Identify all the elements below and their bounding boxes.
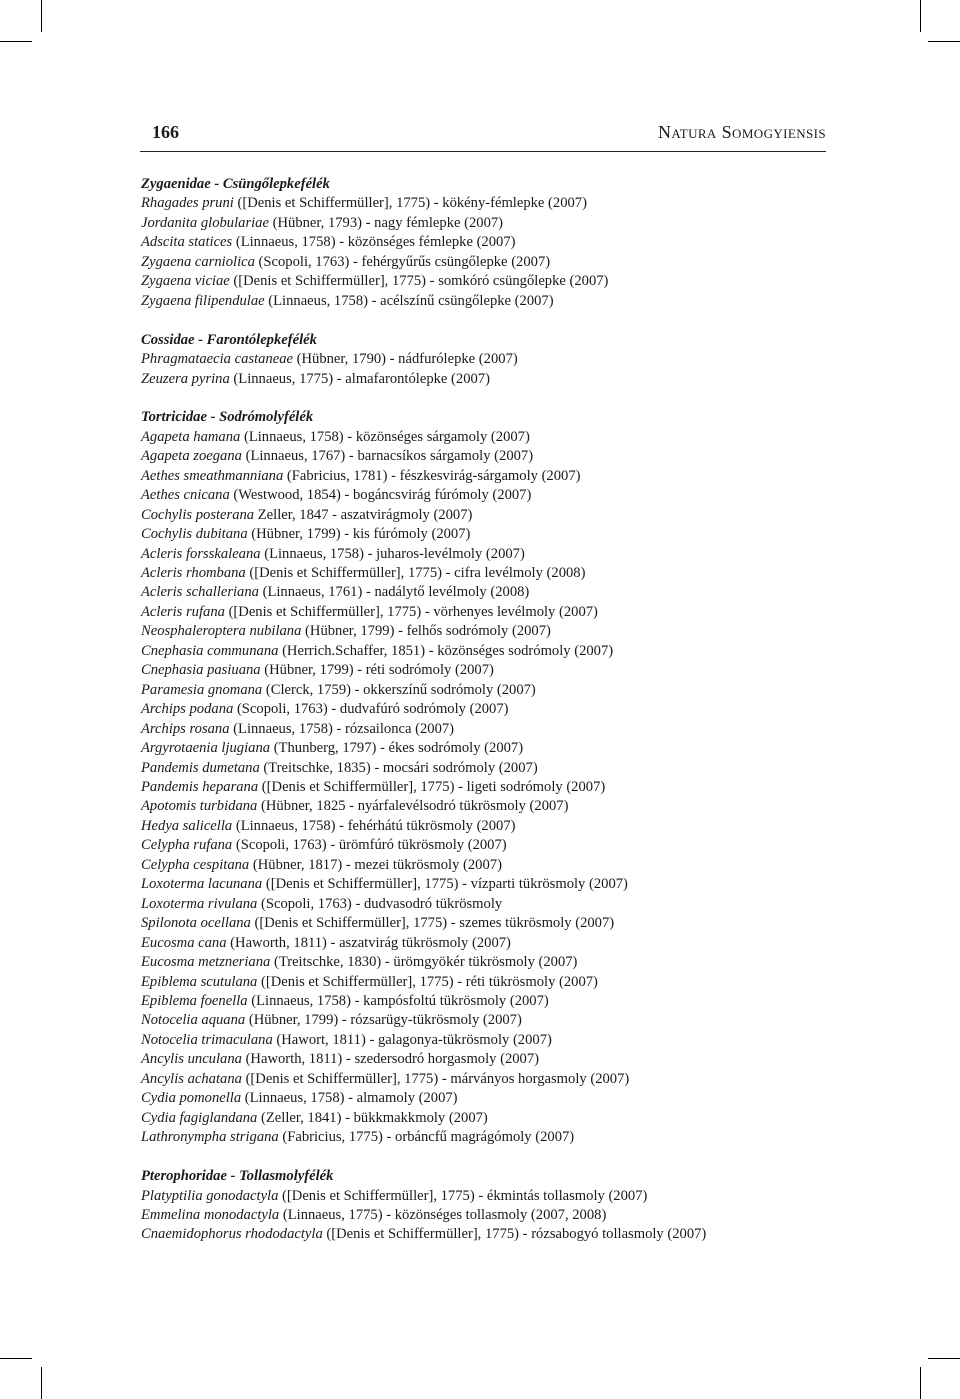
species-entry (141, 467, 841, 486)
species-name: Eucosma metzneriana (141, 954, 271, 971)
species-details: (Westwood, 1854) - bogáncsvirág fúrómoly (2007) (229, 487, 532, 504)
species-details: ([Denis et Schiffermüller], 1775) - vörhenyes levélmoly (2007) (224, 603, 598, 620)
species-details: (Scopoli, 1763) - dudvafúró sodrómoly (2007) (233, 701, 509, 718)
species-details: (Linnaeus, 1758) - közönséges sárgamoly (2007) (240, 428, 530, 445)
species-name: Agapeta hamana (141, 428, 241, 445)
species-name: Lathronympha strigana (141, 1129, 279, 1146)
species-entry (141, 506, 841, 525)
species-details: Zeller, 1847 - aszatvirágmoly (2007) (254, 506, 473, 523)
species-entry (141, 895, 841, 914)
species-entry (141, 370, 841, 389)
species-name: Acleris forsskaleana (141, 545, 261, 562)
species-entry (141, 525, 841, 544)
species-entry (141, 1206, 841, 1225)
species-name: Emmelina monodactyla (141, 1206, 280, 1223)
species-name: Epiblema scutulana (141, 973, 258, 990)
species-details: ([Denis et Schiffermüller], 1775) - szemes tükrösmoly (2007) (250, 915, 615, 932)
family-heading: Zygaenidae - Csüngőlepkefélék (141, 176, 330, 192)
page-header (140, 120, 826, 150)
species-details: (Linnaeus, 1775) - almafarontólepke (2007) (229, 370, 490, 387)
family-section (141, 175, 841, 311)
species-entry (141, 836, 841, 855)
species-details: (Treitschke, 1830) - ürömgyökér tükrösmoly (2007) (270, 954, 578, 971)
family-section (141, 1167, 841, 1245)
species-entry (141, 214, 841, 233)
species-name: Agapeta zoegana (141, 448, 242, 465)
crop-mark-right-bottom (928, 1358, 960, 1359)
species-details: (Haworth, 1811) - szedersodró horgasmoly (2007) (241, 1051, 539, 1068)
crop-mark-bottom-right (920, 1367, 921, 1399)
species-name: Archips rosana (141, 720, 230, 737)
species-name: Epiblema foenella (141, 993, 248, 1009)
species-entry (141, 1070, 841, 1089)
header-rule (140, 151, 826, 152)
family-heading: Tortricidae - Sodrómolyfélék (141, 409, 314, 426)
species-details: (Hawort, 1811) - galagonya-tükrösmoly (2007) (272, 1031, 552, 1048)
species-entry (141, 1109, 841, 1128)
species-details: ([Denis et Schiffermüller], 1775) - somkóró csüngőlepke (2007) (229, 273, 609, 290)
species-name: Zeuzera pyrina (141, 370, 230, 387)
species-list (141, 175, 841, 1264)
species-name: Notocelia aquana (141, 1012, 246, 1029)
species-details: (Thunberg, 1797) - ékes sodrómoly (2007) (270, 740, 524, 757)
family-section (141, 331, 841, 389)
species-name: Zygaena carniolica (141, 253, 255, 270)
species-details: (Linnaeus, 1758) - kampósfoltú tükrösmoly (2007) (247, 993, 549, 1009)
species-details: (Hübner, 1799) - felhős sodrómoly (2007) (301, 623, 551, 640)
species-name: Neosphaleroptera nubilana (141, 623, 302, 640)
species-entry (141, 564, 841, 583)
species-name: Loxoterma rivulana (141, 895, 258, 912)
species-entry (141, 797, 841, 816)
species-details: (Linnaeus, 1758) - acélszínű csüngőlepke (2007) (264, 292, 554, 309)
journal-title: Natura Somogyiensis (657, 122, 826, 142)
species-details: ([Denis et Schiffermüller], 1775) - ékmintás tollasmoly (2007) (278, 1187, 648, 1204)
family-heading: Pterophoridae - Tollasmolyfélék (141, 1168, 334, 1185)
species-entry (141, 739, 841, 758)
species-name: Adscita statices (141, 234, 233, 251)
species-entry (141, 953, 841, 972)
species-details: (Linnaeus, 1758) - közönséges fémlepke (2007) (232, 234, 516, 251)
species-entry (141, 486, 841, 505)
species-name: Ancylis unculana (141, 1051, 242, 1068)
species-entry (141, 856, 841, 875)
species-details: (Hübner, 1793) - nagy fémlepke (2007) (268, 214, 504, 231)
species-details: (Hübner, 1817) - mezei tükrösmoly (2007) (249, 856, 502, 873)
species-name: Apotomis turbidana (141, 798, 258, 815)
page-number: 166 (152, 122, 179, 142)
species-details: ([Denis et Schiffermüller], 1775) - réti tükrösmoly (2007) (257, 973, 598, 990)
species-details: (Herrich.Schaffer, 1851) - közönséges sodrómoly (2007) (278, 642, 614, 659)
family-heading: Cossidae - Farontólepkefélék (141, 331, 317, 348)
species-name: Loxoterma lacunana (141, 876, 263, 893)
species-name: Ancylis achatana (141, 1070, 242, 1087)
species-entry (141, 934, 841, 953)
species-entry (141, 720, 841, 739)
species-name: Cydia pomonella (141, 1090, 242, 1107)
species-name: Pandemis dumetana (141, 759, 260, 776)
species-details: (Linnaeus, 1767) - barnacsíkos sárgamoly (2007) (241, 448, 534, 465)
species-name: Cydia fagiglandana (141, 1109, 258, 1126)
species-name: Acleris rufana (141, 603, 225, 620)
species-entry (141, 272, 841, 291)
species-name: Phragmataecia castaneae (141, 351, 293, 368)
species-entry (141, 447, 841, 466)
species-details: (Linnaeus, 1758) - juharos-levélmoly (2007) (260, 545, 525, 562)
species-entry (141, 1225, 841, 1244)
species-name: Notocelia trimaculana (141, 1031, 273, 1048)
species-details: (Hübner, 1799) - kis fúrómoly (2007) (247, 526, 471, 543)
species-name: Celypha cespitana (141, 856, 250, 873)
species-details: (Linnaeus, 1761) - nadálytő levélmoly (2008) (258, 584, 530, 601)
species-name: Rhagades pruni (141, 195, 234, 212)
species-name: Zygaena filipendulae (141, 292, 265, 309)
crop-mark-bottom-left (41, 1367, 42, 1399)
species-name: Cnaemidophorus rhododactyla (141, 1226, 323, 1243)
species-details: (Scopoli, 1763) - fehérgyűrűs csüngőlepke (2007) (254, 253, 551, 270)
crop-mark-top-right (920, 0, 921, 32)
species-details: (Fabricius, 1775) - orbáncfű magrágómoly (2007) (278, 1129, 575, 1146)
species-details: ([Denis et Schiffermüller], 1775) - kökény-fémlepke (2007) (233, 195, 587, 212)
species-details: (Linnaeus, 1775) - közönséges tollasmoly (2007, 2008) (279, 1206, 607, 1223)
species-entry (141, 681, 841, 700)
species-entry (141, 233, 841, 252)
species-name: Celypha rufana (141, 837, 233, 854)
species-name: Jordanita globulariae (141, 214, 269, 231)
species-details: (Linnaeus, 1758) - rózsailonca (2007) (229, 720, 455, 737)
species-entry (141, 292, 841, 311)
species-name: Cochylis dubitana (141, 526, 248, 543)
species-name: Spilonota ocellana (141, 915, 251, 932)
species-details: (Scopoli, 1763) - ürömfúró tükrösmoly (2007) (232, 837, 507, 854)
species-entry (141, 1128, 841, 1147)
species-entry (141, 875, 841, 894)
species-details: ([Denis et Schiffermüller], 1775) - márványos horgasmoly (2007) (241, 1070, 630, 1087)
crop-mark-left-top (0, 41, 32, 42)
species-name: Eucosma cana (141, 934, 227, 951)
species-name: Argyrotaenia ljugiana (141, 740, 271, 757)
species-name: Aethes smeathmanniana (141, 467, 284, 484)
species-details: ([Denis et Schiffermüller], 1775) - rózsabogyó tollasmoly (2007) (322, 1226, 707, 1243)
species-name: Acleris rhombana (141, 565, 246, 582)
species-name: Cnephasia communana (141, 642, 279, 659)
species-details: (Hübner, 1825 - nyárfalevélsodró tükrösmoly (2007) (257, 798, 569, 815)
species-details: (Scopoli, 1763) - dudvasodró tükrösmoly (257, 895, 503, 912)
species-details: (Linnaeus, 1758) - fehérhátú tükrösmoly (2007) (232, 817, 516, 834)
species-entry (141, 661, 841, 680)
species-name: Cnephasia pasiuana (141, 662, 261, 679)
species-details: (Zeller, 1841) - bükkmakkmoly (2007) (257, 1109, 488, 1126)
species-entry (141, 194, 841, 213)
species-details: (Linnaeus, 1758) - almamoly (2007) (241, 1090, 458, 1107)
species-details: (Treitschke, 1835) - mocsári sodrómoly (2007) (259, 759, 538, 776)
species-name: Hedya salicella (141, 817, 233, 834)
species-details: (Hübner, 1790) - nádfurólepke (2007) (292, 351, 518, 368)
species-entry (141, 973, 841, 992)
species-entry (141, 1050, 841, 1069)
species-entry (141, 992, 841, 1011)
crop-mark-top-left (41, 0, 42, 32)
species-name: Cochylis posterana (141, 506, 255, 523)
species-entry (141, 603, 841, 622)
species-entry (141, 778, 841, 797)
species-entry (141, 817, 841, 836)
species-name: Platyptilia gonodactyla (141, 1187, 279, 1204)
species-details: ([Denis et Schiffermüller], 1775) - ligeti sodrómoly (2007) (258, 779, 606, 796)
species-name: Aethes cnicana (141, 487, 230, 504)
species-name: Acleris schalleriana (141, 584, 259, 601)
species-entry (141, 1089, 841, 1108)
species-details: (Haworth, 1811) - aszatvirág tükrösmoly (2007) (226, 934, 511, 951)
species-name: Pandemis heparana (141, 779, 259, 796)
species-entry (141, 350, 841, 369)
species-details: (Clerck, 1759) - okkerszínű sodrómoly (2007) (262, 681, 536, 698)
species-entry (141, 642, 841, 661)
species-details: (Hübner, 1799) - réti sodrómoly (2007) (260, 662, 494, 679)
species-entry (141, 428, 841, 447)
species-entry (141, 1031, 841, 1050)
species-entry (141, 914, 841, 933)
crop-mark-right-top (928, 41, 960, 42)
species-details: (Hübner, 1799) - rózsarügy-tükrösmoly (2007) (245, 1012, 522, 1029)
species-entry (141, 1187, 841, 1206)
species-entry (141, 253, 841, 272)
species-entry (141, 700, 841, 719)
species-details: ([Denis et Schiffermüller], 1775) - cifra levélmoly (2008) (245, 565, 586, 582)
species-name: Archips podana (141, 701, 234, 718)
species-name: Paramesia gnomana (141, 681, 263, 698)
species-entry (141, 1011, 841, 1030)
species-entry (141, 759, 841, 778)
species-entry (141, 545, 841, 564)
crop-mark-left-bottom (0, 1358, 32, 1359)
species-details: ([Denis et Schiffermüller], 1775) - vízparti tükrösmoly (2007) (262, 876, 628, 893)
species-entry (141, 622, 841, 641)
species-details: (Fabricius, 1781) - fészkesvirág-sárgamoly (2007) (283, 467, 581, 484)
family-section (141, 408, 841, 1147)
species-entry (141, 583, 841, 602)
species-name: Zygaena viciae (141, 273, 230, 290)
